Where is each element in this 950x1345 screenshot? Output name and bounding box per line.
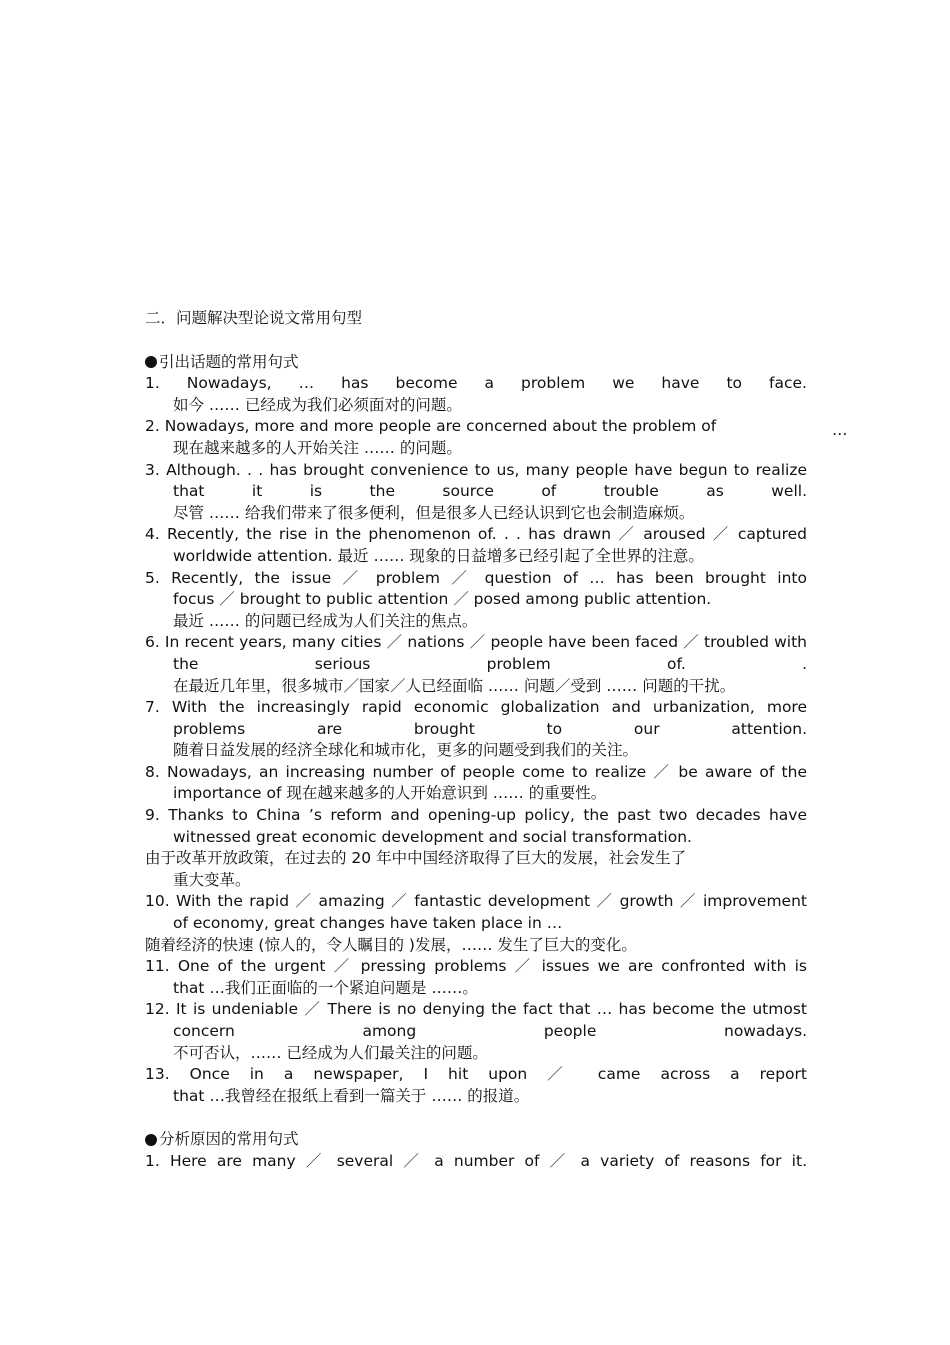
item-en: 7. With the increasingly rapid economic globalization and urbanization, more [145, 698, 807, 717]
item-zh: 不可否认，…… 已经成为人们最关注的问题。 [173, 1043, 488, 1062]
item-zh: 由于改革开放政策，在过去的 20 年中中国经济取得了巨大的发展，社会发生了 [145, 849, 687, 868]
item-zh: 如今 …… 已经成为我们必须面对的问题。 [173, 395, 462, 414]
item-en: 5. Recently, the issue ／ problem ／ question of … has been brought into [145, 568, 807, 587]
item-en-cont: problems are brought to our attention. [173, 719, 807, 738]
list-item [145, 762, 807, 805]
item-en-cont: worldwide attention. 最近 …… 现象的日益增多已经引起了全世界的注意。 [173, 546, 704, 565]
section-heading-text: 分析原因的常用句式 [159, 1130, 299, 1149]
bullet-icon [145, 356, 157, 368]
list-item [145, 1151, 807, 1173]
list-item [145, 805, 807, 891]
item-en: 8. Nowadays, an increasing number of people come to realize ／ be aware of the [145, 762, 807, 781]
section-heading-text: 引出话题的常用句式 [159, 352, 299, 371]
item-en: 12. It is undeniable ／ There is no denying the fact that … has become the utmost [145, 1000, 807, 1019]
item-en-cont: focus ／ brought to public attention ／ posed among public attention. [173, 590, 712, 609]
document-page [145, 308, 807, 1173]
list-item [145, 373, 807, 416]
list-item [145, 568, 807, 633]
item-en-cont: concern among people nowadays. [173, 1022, 807, 1040]
list-item [145, 697, 807, 762]
item-en: 9. Thanks to China ’s reform and opening-up policy, the past two decades have [145, 806, 807, 825]
list-item [145, 956, 807, 999]
item-en-cont: of economy, great changes have taken place in … [173, 914, 563, 933]
item-en: 11. One of the urgent ／ pressing problems ／ issues we are confronted with is [145, 957, 807, 976]
item-zh: 最近 …… 的问题已经成为人们关注的焦点。 [173, 611, 478, 630]
list-item [145, 1064, 807, 1107]
list-item [145, 416, 807, 459]
item-en: 2. Nowadays, more and more people are concerned about the problem of [145, 417, 717, 436]
item-en: 13. Once in a newspaper, I hit upon ／ came across a report [145, 1065, 807, 1084]
item-en: 4. Recently, the rise in the phenomenon of. . . has drawn ／ aroused ／ captured [145, 525, 807, 544]
section-intro [145, 352, 807, 1108]
list-item [145, 999, 807, 1064]
item-en-cont: that it is the source of trouble as well. [173, 482, 807, 501]
item-en-cont: that …我曾经在报纸上看到一篇关于 …… 的报道。 [173, 1086, 530, 1105]
item-en: 10. With the rapid ／ amazing ／ fantastic development ／ growth ／ improvement [145, 892, 807, 911]
item-en-cont: importance of 现在越来越多的人开始意识到 …… 的重要性。 [173, 784, 607, 803]
list-item [145, 524, 807, 567]
list-item [145, 891, 807, 956]
section-causes [145, 1129, 807, 1172]
item-en: 1. Here are many ／ several ／ a number of ／ a variety of reasons for it. [145, 1151, 807, 1170]
list-item [145, 632, 807, 697]
item-zh: 随着经济的快速 (惊人的，令人瞩目的 )发展，…… 发生了巨大的变化。 [145, 935, 637, 954]
item-en-cont: the serious problem of. . [173, 654, 807, 673]
bullet-icon [145, 1134, 157, 1146]
section-heading [145, 352, 807, 374]
item-zh: 在最近几年里，很多城市／国家／人已经面临 …… 问题／受到 …… 问题的干扰。 [173, 676, 736, 695]
item-en: 1. Nowadays, … has become a problem we have to face. [145, 374, 807, 393]
item-en-cont: witnessed great economic development and social transformation. [173, 827, 692, 846]
section-heading [145, 1129, 807, 1151]
item-en-cont: that …我们正面临的一个紧迫问题是 ……。 [173, 978, 478, 997]
item-zh-cont: 重大变革。 [173, 870, 251, 889]
document-title: 二．问题解决型论说文常用句型 [145, 309, 363, 327]
section-gap [145, 1107, 807, 1129]
trailing-ellipsis: … [832, 421, 848, 439]
item-zh: 随着日益发展的经济全球化和城市化，更多的问题受到我们的关注。 [173, 741, 639, 760]
list-item [145, 460, 807, 525]
item-en: 3. Although. . . has brought convenience to us, many people have begun to realize [145, 460, 807, 479]
item-zh: 尽管 …… 给我们带来了很多便利，但是很多人已经认识到它也会制造麻烦。 [173, 503, 695, 522]
item-en: 6. In recent years, many cities ／ nations ／ people have been faced ／ troubled with [145, 633, 807, 652]
item-zh: 现在越来越多的人开始关注 …… 的问题。 [173, 438, 462, 457]
